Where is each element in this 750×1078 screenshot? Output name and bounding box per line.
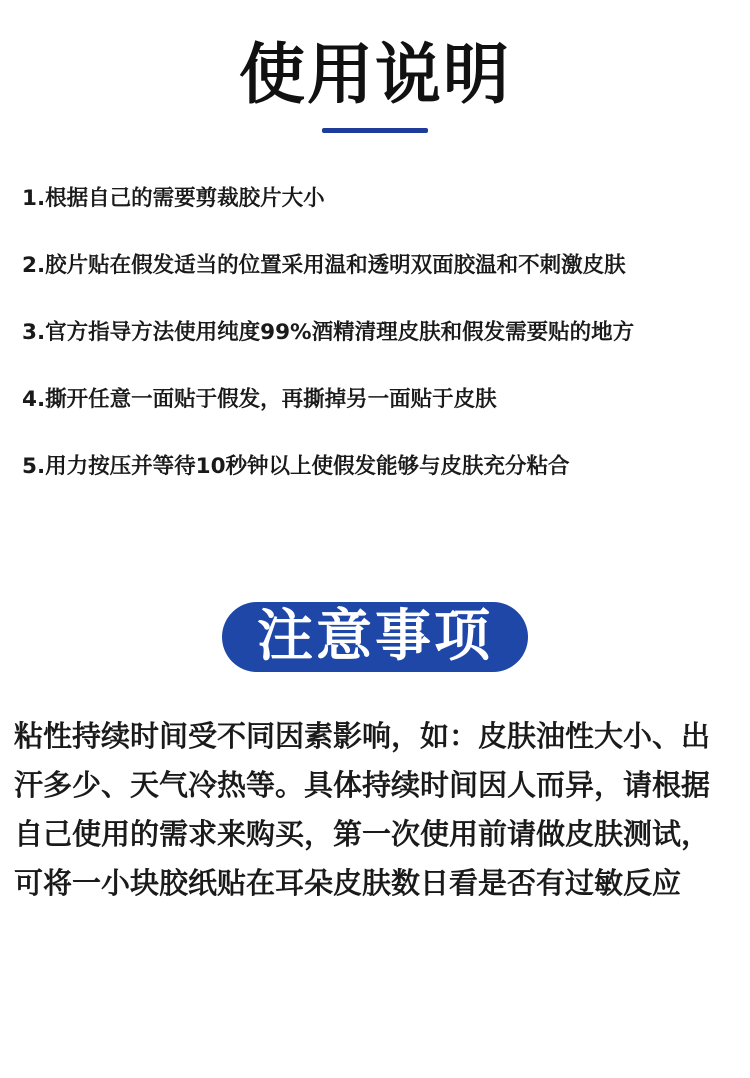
notice-paragraph: 粘性持续时间受不同因素影响，如：皮肤油性大小、出汗多少、天气冷热等。具体持续时间因人而异，请根据自己使用的需求来购买，第一次使用前请做皮肤测试，可将一小块胶纸贴在耳朵皮肤数日看是否有过敏反应 [14,719,711,900]
usage-step-5: 5.用力按压并等待10秒钟以上使假发能够与皮肤充分粘合 [22,454,570,479]
usage-steps-list [22,180,746,515]
usage-title: 使用说明 [239,36,511,113]
usage-step-4: 4.撕开任意一面贴于假发，再撕掉另一面贴于皮肤 [22,387,497,412]
usage-step-2: 2.胶片贴在假发适当的位置采用温和透明双面胶温和不刺激皮肤 [22,253,626,278]
usage-step-3: 3.官方指导方法使用纯度99%酒精清理皮肤和假发需要贴的地方 [22,320,635,345]
usage-step-1: 1.根据自己的需要剪裁胶片大小 [22,186,325,211]
notice-title-badge: 注意事项 [222,602,528,672]
title-underline [322,128,428,133]
